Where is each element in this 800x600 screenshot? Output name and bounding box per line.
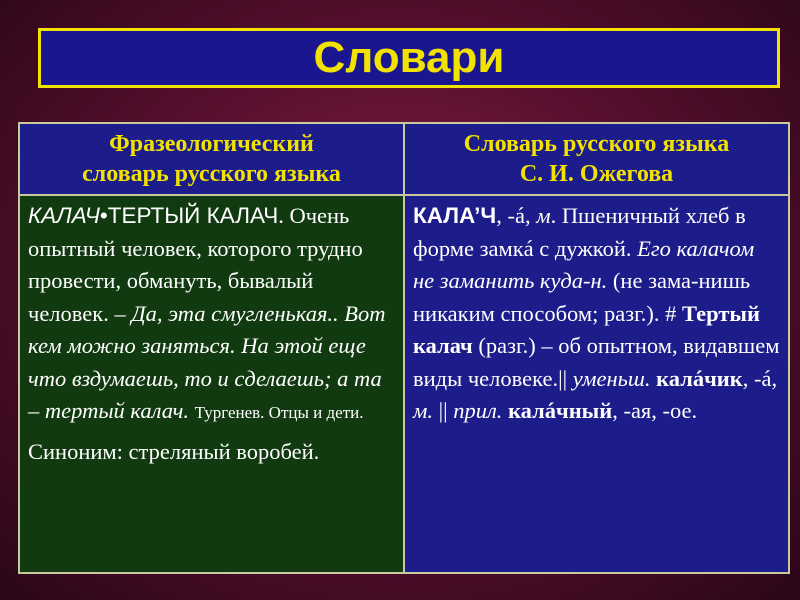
right-headword: КАЛА’Ч (413, 203, 497, 228)
dictionary-table (18, 122, 790, 574)
left-bullet: • (99, 203, 108, 228)
right-forms3: , -ая, -ое. (612, 398, 698, 423)
right-forms1: , -á, (496, 203, 537, 228)
left-quote: Да, эта смугленькая.. Вот кем можно заняться. На этой еще что вздумаешь, то и сделаешь; а та – тертый калач. (28, 300, 386, 423)
right-dim-word: калáчик (656, 365, 743, 391)
right-gloss: (не зама-нишь никаким способом; разг.). # (413, 268, 751, 326)
right-idiom: Тертый калач (413, 300, 760, 358)
left-source: Тургенев. Отцы и дети. (194, 403, 364, 422)
right-forms2: , -á, (742, 365, 778, 391)
left-synonym: Синоним: стреляный воробей. (28, 438, 320, 464)
header-right-line1: Словарь русского языка (463, 131, 730, 157)
right-idiom-gloss: (разг.) – об опытном, видавшем виды человеке.|| (413, 333, 780, 391)
right-gender2: м. (413, 398, 433, 423)
phraseological-entry-cell (19, 195, 404, 573)
header-left-line1: Фразеологический (109, 131, 314, 157)
left-definition: Очень опытный человек, которого трудно провести, обмануть, бывалый человек. – (28, 203, 363, 326)
header-phraseological-dictionary (19, 123, 404, 195)
left-headword: КАЛАЧ (28, 203, 100, 228)
right-example: Его калачом не заманить куда-н. (413, 235, 755, 293)
header-right-line2: С. И. Ожегова (519, 161, 674, 187)
phraseological-entry (28, 200, 395, 468)
right-gender1: м (536, 203, 551, 228)
header-ozhegov-dictionary (404, 123, 789, 195)
right-adj-label: прил. (453, 398, 503, 423)
right-dim-label: уменьш. (572, 365, 651, 391)
right-adj-word: калáчный (508, 398, 613, 423)
left-phrase: ТЕРТЫЙ КАЛАЧ (107, 203, 279, 228)
left-dot: . (278, 203, 284, 228)
table-header-row (19, 123, 789, 195)
page-title: Словари (313, 33, 505, 82)
right-definition: . Пшеничный хлеб в форме замкá с дужкой. (413, 203, 746, 261)
ozhegov-entry (413, 200, 780, 428)
header-left-line2: словарь русского языка (82, 161, 341, 187)
title-banner (38, 28, 780, 88)
table-body-row (19, 195, 789, 573)
right-sep: || (432, 398, 454, 423)
ozhegov-entry-cell (404, 195, 789, 573)
